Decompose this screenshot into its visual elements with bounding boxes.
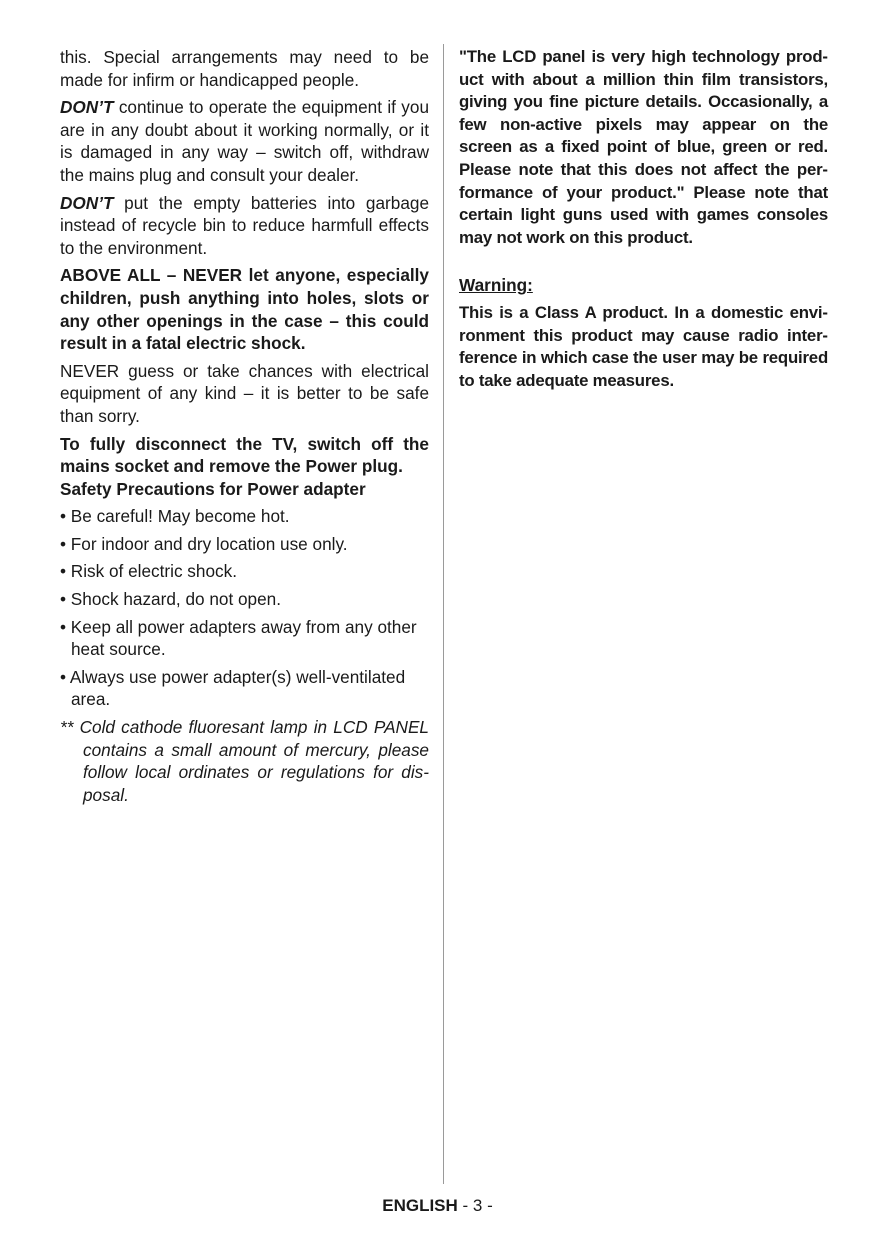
list-item: • Always use power adapter(s) well-ventilated area. xyxy=(60,666,406,710)
left-column xyxy=(60,46,429,811)
dont-operate-text: continue to operate the equipment if you are in any doubt about it working normally, or it is damaged in any way – switch off, withdraw the mains plug and consult your dealer. xyxy=(60,97,429,185)
lcd-panel-note: "The LCD panel is very high technology product with about a million thin film transistors, giving you fine picture details. Occasionally, a few non-active pixels may appear on the screen as a fixed point of blue, green or red. Please note that this does not affect the performance of your product." Please note that certain light guns used with games consoles may not work on this product. xyxy=(459,47,828,247)
page-number: - 3 - xyxy=(462,1196,493,1215)
paragraph-special-arrangements: this. Special arrangements may need to be made for infirm or handicapped people. xyxy=(60,47,429,90)
heading-power-adapter: Safety Precautions for Power adapter xyxy=(60,478,366,499)
warning-text: This is a Class A product. In a domestic environment this product may cause radio interference in which case the user may be required to take adequate measures. xyxy=(459,302,828,390)
list-item: • Keep all power adapters away from any other heat source. xyxy=(60,616,417,660)
warning-heading: Warning: xyxy=(459,275,533,296)
paragraph-dont-batteries xyxy=(60,192,429,260)
dont-label: DON’T xyxy=(60,97,114,118)
paragraph-dont-operate xyxy=(60,96,429,186)
paragraph-disconnect: To fully disconnect the TV, switch off the mains socket and remove the Power plug. xyxy=(60,433,429,477)
mercury-note: ** Cold cathode fluoresant lamp in LCD PANEL contains a small amount of mercury, please follow local ordinates or regulations for disposal. xyxy=(60,717,429,805)
paragraph-above-all: ABOVE ALL – NEVER let anyone, especially children, push anything into holes, slots or any other openings in the case – this could result in a fatal electric shock. xyxy=(60,265,429,354)
dont-batteries-text: put the empty batteries into garbage instead of recycle bin to reduce harmfull effects to the environment. xyxy=(60,192,429,258)
column-divider xyxy=(443,44,444,1184)
right-column xyxy=(459,46,828,397)
list-item: • For indoor and dry location use only. xyxy=(60,533,348,554)
dont-label: DON’T xyxy=(60,192,114,213)
list-item: • Shock hazard, do not open. xyxy=(60,589,282,610)
list-item: • Risk of electric shock. xyxy=(60,561,237,582)
list-item: • Be careful! May become hot. xyxy=(60,506,290,527)
paragraph-never-guess: NEVER guess or take chances with electrical equipment of any kind – it is better to be safe than sorry. xyxy=(60,360,429,426)
footer-language: ENGLISH xyxy=(382,1196,458,1215)
page-footer xyxy=(0,1196,875,1216)
